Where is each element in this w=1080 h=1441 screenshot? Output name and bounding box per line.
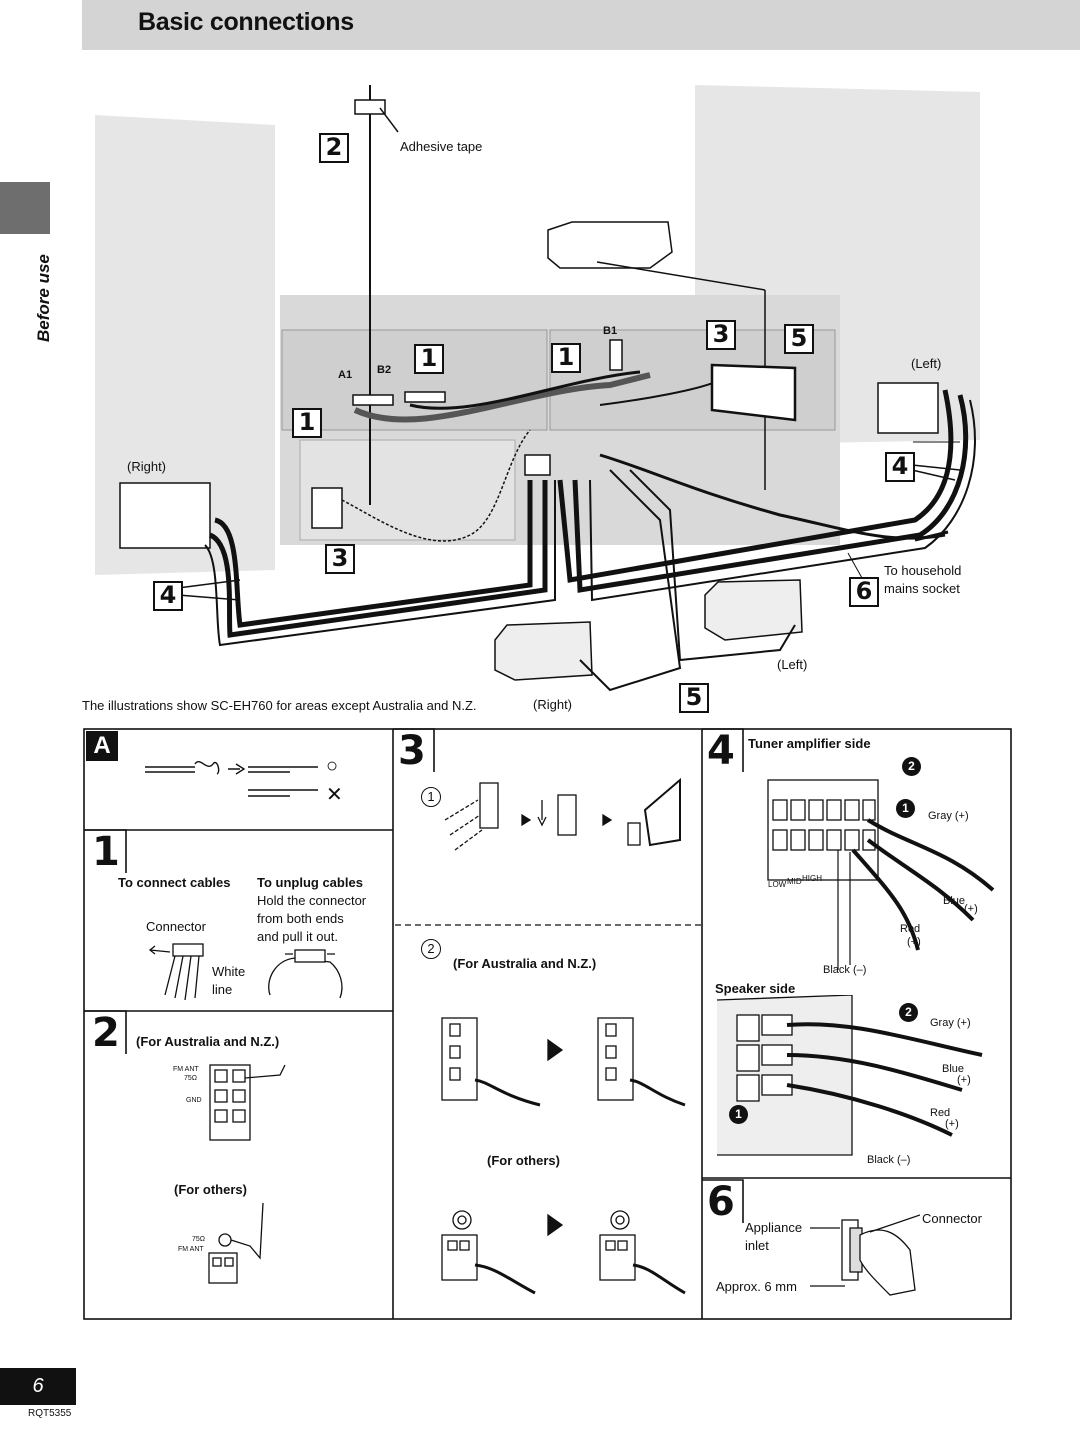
step-number: 4 xyxy=(153,581,183,611)
section-label: Before use xyxy=(34,254,53,342)
high-label: HIGH xyxy=(802,874,822,883)
page-title: Basic connections xyxy=(138,8,354,36)
step-number: 3 xyxy=(706,320,736,350)
tuner-amplifier-side-heading: Tuner amplifier side xyxy=(748,736,871,751)
unplug-cables-heading: To unplug cables xyxy=(257,875,363,890)
speaker-side-heading: Speaker side xyxy=(715,981,796,996)
callout-1: 1 xyxy=(896,799,915,818)
tuner-blue-label: Blue xyxy=(943,895,966,907)
mid-label: MID xyxy=(787,877,802,886)
section-tab xyxy=(0,182,50,234)
speaker-callout-2: 2 xyxy=(899,1003,918,1022)
page-number: 6 xyxy=(0,1368,76,1405)
callout-2: 2 xyxy=(902,757,921,776)
am-loop-antenna xyxy=(712,365,795,420)
step-number: 5 xyxy=(784,324,814,354)
speaker-terminal-illustration xyxy=(712,995,992,1165)
figure-caption: The illustrations show SC-EH760 for areas except Australia and N.Z. xyxy=(82,698,477,713)
tuner-amp-terminal-illustration xyxy=(758,760,998,975)
left-speaker-label: (Left) xyxy=(911,356,942,371)
panel-4-number-frame xyxy=(701,728,746,774)
left-surround-label: (Left) xyxy=(777,657,808,672)
adhesive-tape-label: Adhesive tape xyxy=(400,139,483,154)
step-number: 2 xyxy=(319,133,349,163)
panel-3-others-heading: (For others) xyxy=(487,1153,560,1168)
unplug-instruction-3: and pull it out. xyxy=(257,929,338,944)
step-number: 1 xyxy=(551,343,581,373)
panel-6-connector-label: Connector xyxy=(922,1211,982,1226)
speaker-blue-label: Blue xyxy=(942,1063,965,1075)
step-number: 1 xyxy=(414,344,444,374)
panel-2-aus-heading: (For Australia and N.Z.) xyxy=(136,1034,280,1049)
ok-mark: ○ xyxy=(326,755,339,777)
unplug-instruction-2: from both ends xyxy=(257,911,344,926)
am-terminal-aus-illustration xyxy=(430,1010,690,1110)
ng-mark: ✕ xyxy=(326,784,343,806)
loop-antenna-assembly-illustration xyxy=(440,775,690,860)
white-line-label: White xyxy=(212,964,246,979)
panel-1-number-frame xyxy=(84,829,129,875)
fm-ant-label: FM ANT xyxy=(173,1066,199,1073)
step-number: 1 xyxy=(292,408,322,438)
panel-3-aus-heading: (For Australia and N.Z.) xyxy=(453,956,597,971)
speaker-gray-plus-label: Gray (+) xyxy=(930,1017,971,1029)
panel-2-number: 2 xyxy=(92,1010,120,1056)
panel-1-number: 1 xyxy=(92,829,120,875)
tuner-gray-plus-label: Gray (+) xyxy=(928,810,969,822)
am-terminal-others-illustration xyxy=(430,1205,690,1300)
a1-label: A1 xyxy=(338,369,353,381)
appliance-inlet-label: Appliance xyxy=(745,1220,803,1235)
sub-step-1: 1 xyxy=(421,787,441,807)
tuner-black-minus-label: Black (–) xyxy=(823,964,867,976)
right-surround-label: (Right) xyxy=(533,697,573,712)
household-label: To household xyxy=(884,563,962,578)
step-number: 6 xyxy=(849,577,879,607)
step-number: 5 xyxy=(679,683,709,713)
speaker-callout-1: 1 xyxy=(729,1105,748,1124)
tuner-blue-plus-label: (+) xyxy=(964,903,978,915)
a1-connector xyxy=(353,395,393,405)
step-number: 3 xyxy=(325,544,355,574)
fm-antenna-terminal-aus xyxy=(205,1060,295,1142)
surround-right-speaker xyxy=(495,622,592,680)
panel-2-others-heading: (For others) xyxy=(174,1182,247,1197)
right-speaker-label: (Right) xyxy=(127,459,167,474)
speaker-blue-plus-label: (+) xyxy=(957,1074,971,1086)
center-speaker xyxy=(548,222,672,268)
speaker-red-label: Red xyxy=(930,1107,951,1119)
wire-strip-illustration xyxy=(140,752,320,812)
sub-step-2: 2 xyxy=(421,939,441,959)
ohm-label-others: 75Ω xyxy=(192,1236,206,1243)
appliance-inlet-label-2: inlet xyxy=(745,1238,769,1253)
connector-hand-illustration xyxy=(145,940,350,1002)
panel-a-label: A xyxy=(86,731,118,761)
adhesive-tape xyxy=(355,100,385,114)
document-code: RQT5355 xyxy=(28,1408,72,1419)
tuner-red-label: Red xyxy=(900,923,921,935)
fm-antenna-terminal-others xyxy=(205,1198,275,1288)
panel-3-number: 3 xyxy=(398,728,426,774)
white-line-label-2: line xyxy=(212,982,233,997)
connector-label: Connector xyxy=(146,919,206,934)
tuner-red-plus-label: (+) xyxy=(907,936,921,948)
fm-ant-label-others: FM ANT xyxy=(178,1246,204,1253)
panel-4-number: 4 xyxy=(707,728,735,774)
panel-2-number-frame xyxy=(84,1010,129,1056)
b1-label: B1 xyxy=(603,325,618,337)
low-label: LOW xyxy=(768,880,787,889)
panel-3-number-frame xyxy=(392,728,437,774)
approx-6mm-label: Approx. 6 mm xyxy=(716,1279,797,1294)
panel-6-number-frame xyxy=(701,1179,746,1225)
step-number: 4 xyxy=(885,452,915,482)
gnd-label: GND xyxy=(186,1097,202,1104)
speaker-red-plus-label: (+) xyxy=(945,1118,959,1130)
mains-socket-label: mains socket xyxy=(884,581,960,596)
ohm-label: 75Ω xyxy=(184,1075,198,1082)
panel-6-number: 6 xyxy=(707,1179,735,1225)
b2-label: B2 xyxy=(377,364,392,376)
speaker-black-minus-label: Black (–) xyxy=(867,1154,911,1166)
b1-connector xyxy=(610,340,622,370)
power-inlet-illustration xyxy=(810,1210,920,1300)
connect-cables-heading: To connect cables xyxy=(118,875,231,890)
left-speaker-terminal xyxy=(878,383,938,433)
b2-connector xyxy=(405,392,445,402)
unplug-instruction-1: Hold the connector xyxy=(257,893,367,908)
right-speaker-terminal xyxy=(120,483,210,548)
surround-left-speaker xyxy=(705,580,802,640)
